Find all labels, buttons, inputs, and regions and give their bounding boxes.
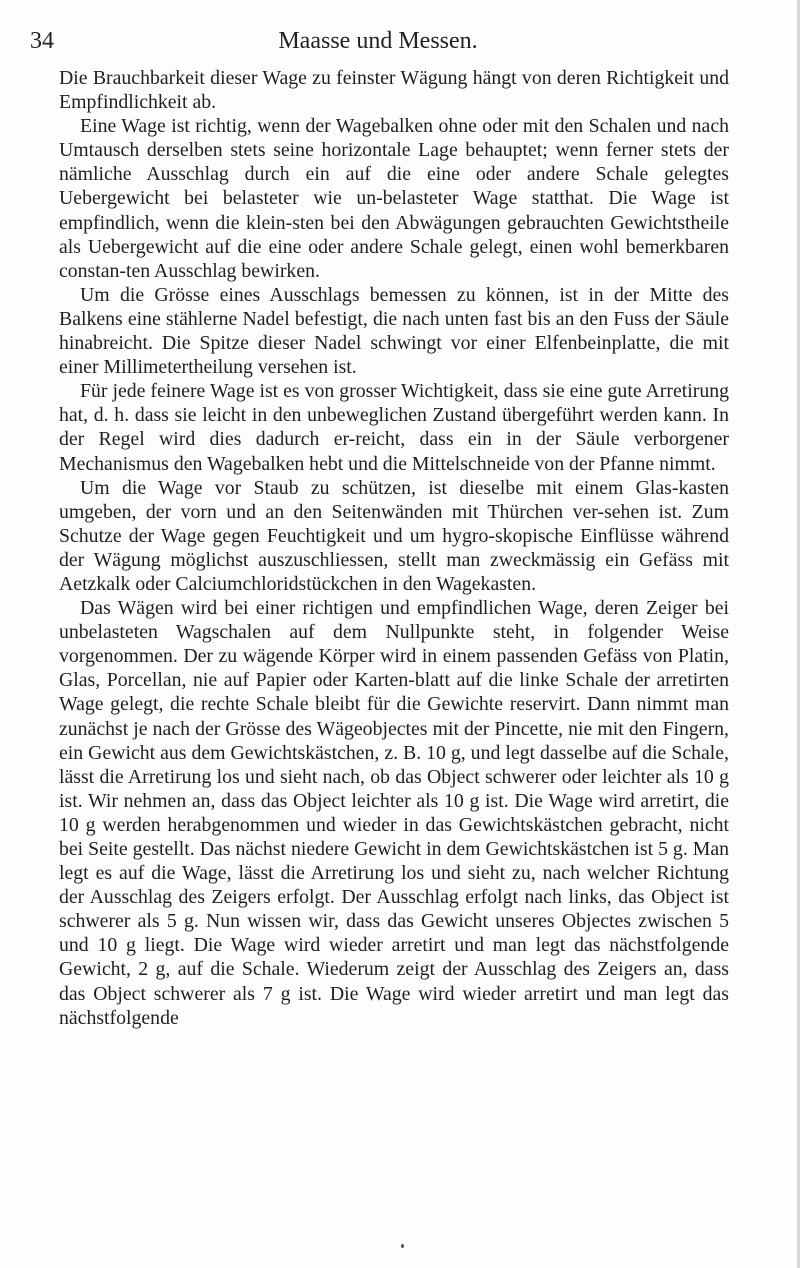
paragraph-weighing-procedure: Das Wägen wird bei einer richtigen und empfindlichen Wage, deren Zeiger bei unbelasteten Wagschalen auf dem Nullpunkte steht, in folgender Weise vorgenommen. Der zu wägende Körper wird in einem passenden Gefäss von Platin, Glas, Porcellan, nie auf Papier oder Karten-blatt auf die linke Schale der arretirten Wage gelegt, die rechte Schale bleibt für die Gewichte reservirt. Dann nimmt man zunächst je nach der Grösse des Wägeobjectes mit der Pincette, nie mit den Fingern, ein Gewicht aus dem Gewichtskästchen, z. B. 10 g, und legt dasselbe auf die Schale, lässt die Arretirung los und sieht nach, ob das Object schwerer oder leichter als 10 g ist. Wir nehmen an, dass das Object leichter als 10 g ist. Die Wage wird arretirt, die 10 g werden herabgenommen und wieder in das Gewichtskästchen gebracht, nicht bei Seite gestellt. Das nächst niedere Gewicht in dem Gewichtskästchen ist 5 g. Man legt es auf die Wage, lässt die Arretirung los und sieht zu, nach welcher Richtung der Ausschlag des Zeigers erfolgt. Der Ausschlag erfolgt nach links, das Object ist schwerer als 5 g. Nun wissen wir, dass das Gewicht unseres Objectes zwischen 5 und 10 g liegt. Die Wage wird wieder arretirt und man legt das nächstfolgende Gewicht, 2 g, auf die Schale. Wiederum zeigt der Ausschlag des Zeigers an, dass das Object schwerer als 7 g ist. Die Wage wird wieder arretirt und man legt das nächstfolgende (59, 597, 729, 1029)
running-title: Maasse und Messen. (278, 28, 478, 54)
paragraph-correctness: Eine Wage ist richtig, wenn der Wagebalken ohne oder mit den Schalen und nach Umtausch derselben stets seine horizontale Lage behauptet; wenn ferner stets der nämliche Ausschlag durch ein auf die eine oder andere Schale gelegtes Uebergewicht bei belasteter wie un-belasteter Wage statthat. Die Wage ist empfindlich, wenn die klein-sten bei den Abwägungen gebrauchten Gewichtstheile als Uebergewicht auf die eine oder andere Schale gelegt, einen wohl bemerkbaren constan-ten Ausschlag bewirken. (59, 115, 729, 282)
paragraph-glass-case: Um die Wage vor Staub zu schützen, ist dieselbe mit einem Glas-kasten umgeben, der vorn und an den Seitenwänden mit Thürchen ver-sehen ist. Zum Schutze der Wage gegen Feuchtigkeit und um hygro-skopische Einflüsse während der Wägung möglichst auszuschliessen, stellt man zweckmässig ein Gefäss mit Aetzkalk oder Calciumchloridstückchen in den Wagekasten. (59, 476, 729, 595)
body-text (59, 66, 729, 1030)
page-header (30, 20, 726, 60)
page-number: 34 (30, 28, 54, 54)
paragraph-usability: Die Brauchbarkeit dieser Wage zu feinster Wägung hängt von deren Richtigkeit und Empfindlichkeit ab. (59, 67, 729, 114)
print-speck (401, 1244, 404, 1248)
paragraph-arrest: Für jede feinere Wage ist es von grosser Wichtigkeit, dass sie eine gute Arretirung hat, d. h. dass sie leicht in den unbeweglichen Zustand übergeführt werden kann. In der Regel wird dies dadurch er-reicht, dass ein in der Säule verborgener Mechanismus den Wagebalken hebt und die Mittelschneide von der Pfanne nimmt. (59, 380, 729, 475)
paragraph-needle: Um die Grösse eines Ausschlags bemessen zu können, ist in der Mitte des Balkens eine stählerne Nadel befestigt, die nach unten fast bis an den Fuss der Säule hinabreicht. Die Spitze dieser Nadel schwingt vor einer Elfenbeinplatte, die mit einer Millimetertheilung versehen ist. (59, 283, 729, 379)
